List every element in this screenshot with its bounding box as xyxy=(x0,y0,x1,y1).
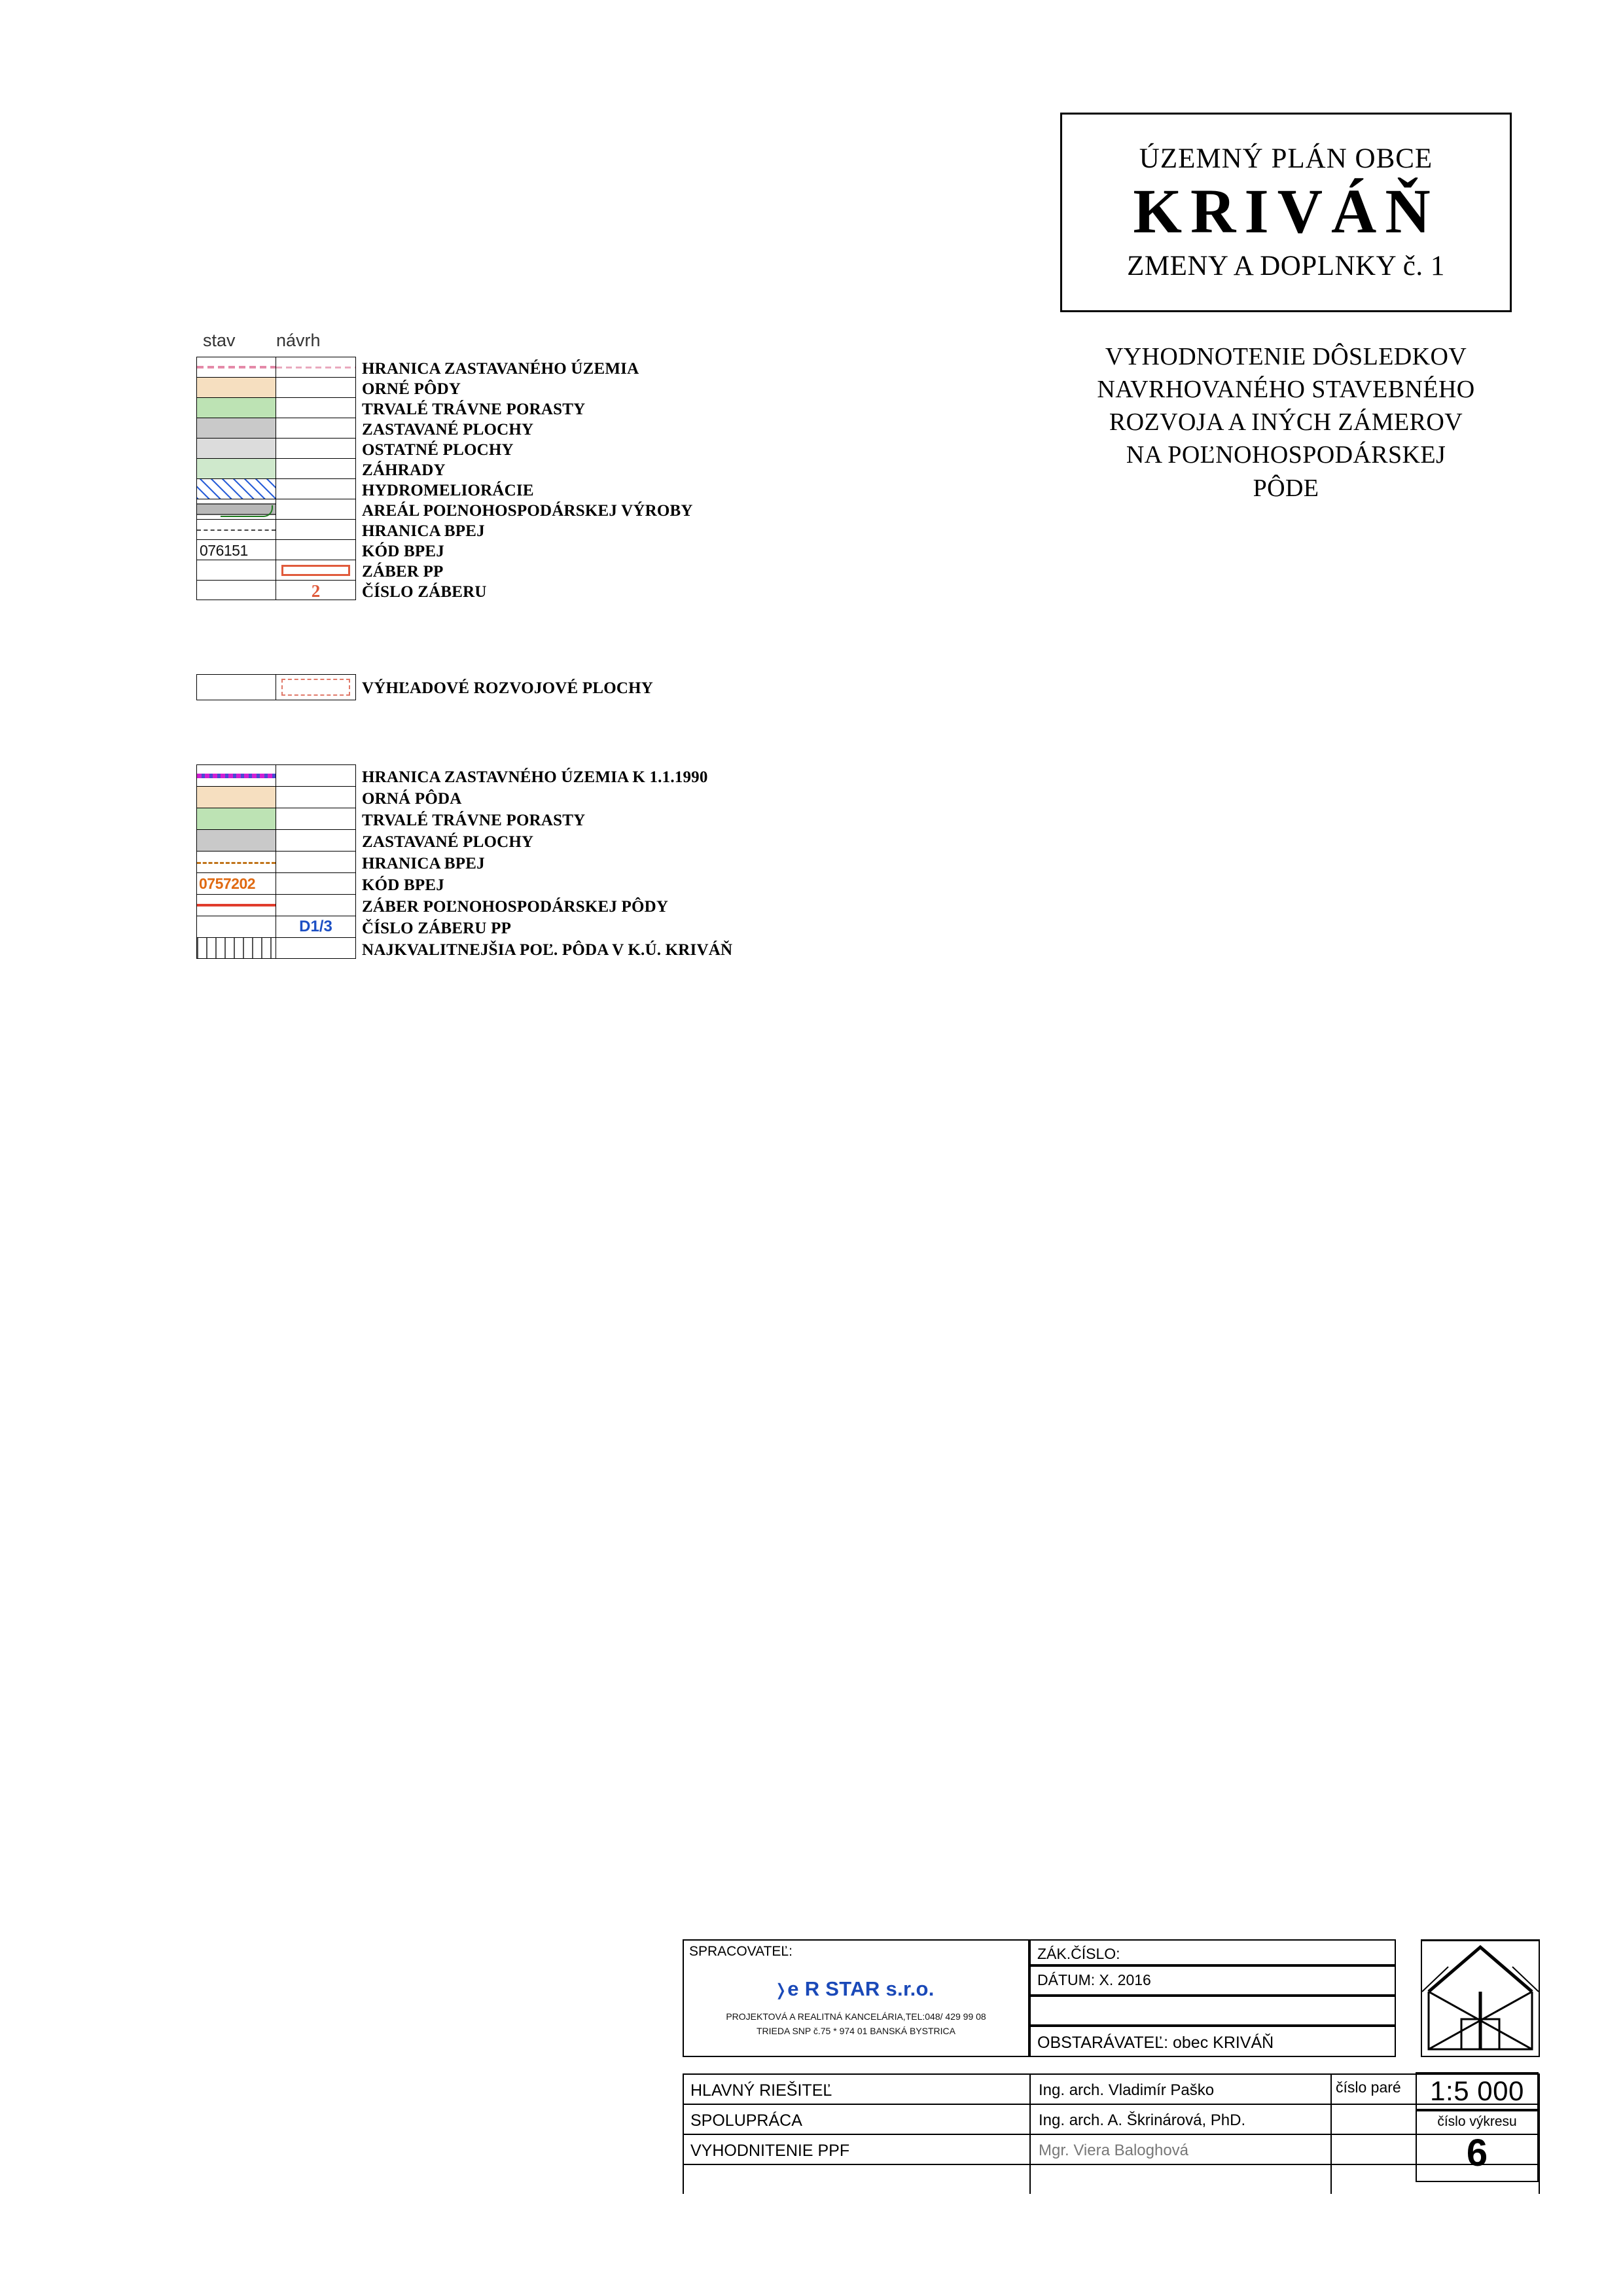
legend-row xyxy=(196,377,461,398)
datum-label: DÁTUM: X. 2016 xyxy=(1037,1971,1151,1988)
subtitle-line-5: PÔDE xyxy=(1253,474,1319,502)
company-contact-line-2: TRIEDA SNP č.75 * 974 01 BANSKÁ BYSTRICA xyxy=(757,2026,955,2036)
legend-label: ZASTAVANÉ PLOCHY xyxy=(362,421,534,439)
legend-header-proposed: návrh xyxy=(276,331,321,350)
legend-swatch-proposed xyxy=(276,675,355,700)
table-row xyxy=(683,2134,1540,2164)
legend-label: ZÁBER POĽNOHOSPODÁRSKEJ PÔDY xyxy=(362,898,669,916)
legend-swatch-existing xyxy=(197,520,276,539)
legend-swatch-proposed xyxy=(276,916,355,937)
subtitle-line-4: NA POĽNOHOSPODÁRSKEJ xyxy=(1126,441,1446,469)
role-label: HLAVNÝ RIEŠITEĽ xyxy=(690,2081,832,2100)
legend-label: HRANICA ZASTAVNÉHO ÚZEMIA K 1.1.1990 xyxy=(362,768,708,786)
legend-row xyxy=(196,478,534,499)
legend-row xyxy=(196,580,487,601)
spracovatel-cell xyxy=(683,1939,1029,2057)
cislo-vykresu-label: číslo výkresu xyxy=(1437,2114,1517,2129)
legend-swatch-existing xyxy=(197,540,276,560)
amendment-label: ZMENY A DOPLNKY č. 1 xyxy=(1127,250,1445,281)
legend-label: ZASTAVANÉ PLOCHY xyxy=(362,833,534,851)
legend-row xyxy=(196,519,485,540)
legend-row xyxy=(196,560,444,581)
legend-row xyxy=(196,786,462,808)
legend-row xyxy=(196,458,446,479)
legend-swatch-proposed xyxy=(276,808,355,829)
legend-swatch-existing xyxy=(197,560,276,580)
legend-label: HRANICA BPEJ xyxy=(362,522,485,540)
obstaravatel-label: OBSTARÁVATEĽ: obec KRIVÁŇ xyxy=(1037,2034,1274,2052)
legend-swatch-existing xyxy=(197,459,276,478)
company-contact-line-1: PROJEKTOVÁ A REALITNÁ KANCELÁRIA,TEL:048/ 429 99 08 xyxy=(726,2011,986,2022)
spracovatel-caption: SPRACOVATEĽ: xyxy=(689,1944,793,1959)
studio-mark-cell xyxy=(1421,1939,1540,2057)
person-name: Ing. arch. Vladimír Paško xyxy=(1039,2081,1215,2099)
legend-row xyxy=(196,764,708,786)
legend-row xyxy=(196,894,669,916)
legend-row xyxy=(196,808,586,829)
legend-swatch-proposed xyxy=(276,398,355,418)
legend-swatch-proposed xyxy=(276,765,355,786)
legend-swatch-existing xyxy=(197,808,276,829)
subtitle-line-1: VYHODNOTENIE DÔSLEDKOV xyxy=(1105,343,1467,370)
zakazka-cislo-label: ZÁK.ČÍSLO: xyxy=(1037,1945,1120,1962)
person-name: Mgr. Viera Baloghová xyxy=(1039,2142,1189,2159)
legend-swatch-proposed xyxy=(276,540,355,560)
legend-row xyxy=(196,418,534,439)
cislo-pare-cell xyxy=(1330,2073,1416,2135)
legend-label: KÓD BPEJ xyxy=(362,876,444,894)
cislo-pare-label: číslo paré xyxy=(1336,2079,1401,2096)
legend-row xyxy=(196,916,512,937)
role-cell xyxy=(684,2075,1031,2104)
legend-row xyxy=(196,851,485,872)
legend-label: ORNÁ PÔDA xyxy=(362,790,462,808)
legend-swatch-existing xyxy=(197,787,276,808)
studio-mark-icon xyxy=(1422,1941,1539,2056)
company-logo xyxy=(684,1977,1028,2001)
titleblock-upper xyxy=(683,1939,1540,2057)
legend-swatch-proposed xyxy=(276,520,355,539)
legend-swatch-existing xyxy=(197,398,276,418)
cislo-vykresu-cell xyxy=(1416,2110,1539,2182)
scale-cell xyxy=(1416,2072,1539,2110)
legend-swatch-existing xyxy=(197,581,276,600)
plan-type-label: ÚZEMNÝ PLÁN OBCE xyxy=(1139,143,1433,175)
legend-row xyxy=(196,937,733,959)
zaber-number-sample: D1/3 xyxy=(299,918,332,935)
legend-swatch-proposed xyxy=(276,499,355,519)
legend-label: ZÁBER PP xyxy=(362,563,444,581)
legend-label: TRVALÉ TRÁVNE PORASTY xyxy=(362,812,586,829)
legend-swatch-proposed xyxy=(276,895,355,916)
chevron-right-icon: ⟩ xyxy=(776,1981,787,2001)
title-box xyxy=(1060,113,1512,312)
legend-label: NAJKVALITNEJŠIA POĽ. PÔDA V K.Ú. KRIVÁŇ xyxy=(362,941,733,959)
legend-swatch-existing xyxy=(197,873,276,894)
legend-swatch-existing xyxy=(197,418,276,438)
blank-cell xyxy=(1029,1996,1396,2026)
legend-label: HYDROMELIORÁCIE xyxy=(362,482,534,499)
legend-group-secondary xyxy=(196,764,733,959)
legend-swatch-existing xyxy=(197,895,276,916)
legend-swatch-proposed xyxy=(276,439,355,458)
cislo-vykresu-value: 6 xyxy=(1466,2132,1488,2174)
person-cell xyxy=(1031,2075,1332,2104)
legend-swatch-proposed xyxy=(276,830,355,851)
role-label: SPOLUPRÁCA xyxy=(690,2111,802,2130)
legend-swatch-proposed xyxy=(276,560,355,580)
legend-swatch-existing xyxy=(197,439,276,458)
legend-swatch-proposed xyxy=(276,459,355,478)
legend-swatch-proposed xyxy=(276,378,355,397)
legend-swatch-existing xyxy=(197,938,276,958)
obstaravatel-cell xyxy=(1029,2026,1396,2057)
company-name: e R STAR s.r.o. xyxy=(787,1977,935,2000)
legend-row xyxy=(196,397,586,418)
legend-row xyxy=(196,539,444,560)
legend-swatch-proposed xyxy=(276,873,355,894)
legend-swatch-proposed xyxy=(276,581,355,600)
table-row xyxy=(683,2164,1540,2194)
datum-cell xyxy=(1029,1965,1396,1996)
legend-swatch-existing xyxy=(197,499,276,519)
legend-swatch-proposed xyxy=(276,787,355,808)
legend-swatch-proposed xyxy=(276,418,355,438)
person-cell xyxy=(1031,2165,1332,2194)
legend-row xyxy=(196,829,534,851)
person-name: Ing. arch. A. Škrinárová, PhD. xyxy=(1039,2111,1246,2129)
subtitle-line-2: NAVRHOVANÉHO STAVEBNÉHO xyxy=(1097,376,1475,404)
legend-label: KÓD BPEJ xyxy=(362,543,444,560)
legend-swatch-proposed xyxy=(276,938,355,958)
legend-row xyxy=(196,872,444,894)
legend-swatch-existing xyxy=(197,479,276,499)
legend-label: AREÁL POĽNOHOSPODÁRSKEJ VÝROBY xyxy=(362,502,693,520)
legend-label: TRVALÉ TRÁVNE PORASTY xyxy=(362,401,586,418)
legend-swatch-proposed xyxy=(276,479,355,499)
bpej-code-sample: 076151 xyxy=(200,542,248,559)
legend-label: ČÍSLO ZÁBERU xyxy=(362,583,487,601)
legend-row xyxy=(196,438,514,459)
legend-row-outlook-areas xyxy=(196,674,654,700)
zaber-number-sample: 2 xyxy=(311,581,321,600)
titleblock-lower xyxy=(683,2073,1540,2194)
legend-swatch-existing xyxy=(197,765,276,786)
subtitle-line-3: ROZVOJA A INÝCH ZÁMEROV xyxy=(1109,408,1463,437)
legend-row xyxy=(196,357,639,378)
role-cell xyxy=(684,2165,1031,2194)
legend-label: OSTATNÉ PLOCHY xyxy=(362,441,514,459)
legend-swatch-proposed xyxy=(276,852,355,872)
person-cell xyxy=(1031,2105,1332,2134)
person-cell xyxy=(1031,2135,1332,2164)
legend-group-primary xyxy=(196,357,693,601)
legend-label: ČÍSLO ZÁBERU PP xyxy=(362,920,512,937)
legend-label: ZÁHRADY xyxy=(362,461,446,479)
drawing-subtitle xyxy=(1027,340,1544,505)
legend-row xyxy=(196,499,693,520)
bpej-code-sample: 0757202 xyxy=(199,875,256,892)
legend-swatch-existing xyxy=(197,357,276,377)
role-label: VYHODNITENIE PPF xyxy=(690,2142,850,2160)
role-cell xyxy=(684,2135,1031,2164)
legend-swatch-existing xyxy=(197,830,276,851)
legend-swatch-existing xyxy=(197,378,276,397)
legend-header-existing: stav xyxy=(203,331,236,350)
legend-swatch-existing xyxy=(197,675,276,700)
legend-label: HRANICA ZASTAVANÉHO ÚZEMIA xyxy=(362,360,639,378)
legend-label: ORNÉ PÔDY xyxy=(362,380,461,398)
municipality-name: KRIVÁŇ xyxy=(1133,176,1439,247)
legend-swatch-proposed xyxy=(276,357,355,377)
zakazka-cislo-cell xyxy=(1029,1939,1396,1965)
scale-value: 1:5 000 xyxy=(1430,2075,1524,2106)
legend-label: VÝHĽADOVÉ ROZVOJOVÉ PLOCHY xyxy=(362,679,654,697)
legend-swatch-existing xyxy=(197,916,276,937)
legend-label: HRANICA BPEJ xyxy=(362,855,485,872)
role-cell xyxy=(684,2105,1031,2134)
legend-swatch-existing xyxy=(197,852,276,872)
